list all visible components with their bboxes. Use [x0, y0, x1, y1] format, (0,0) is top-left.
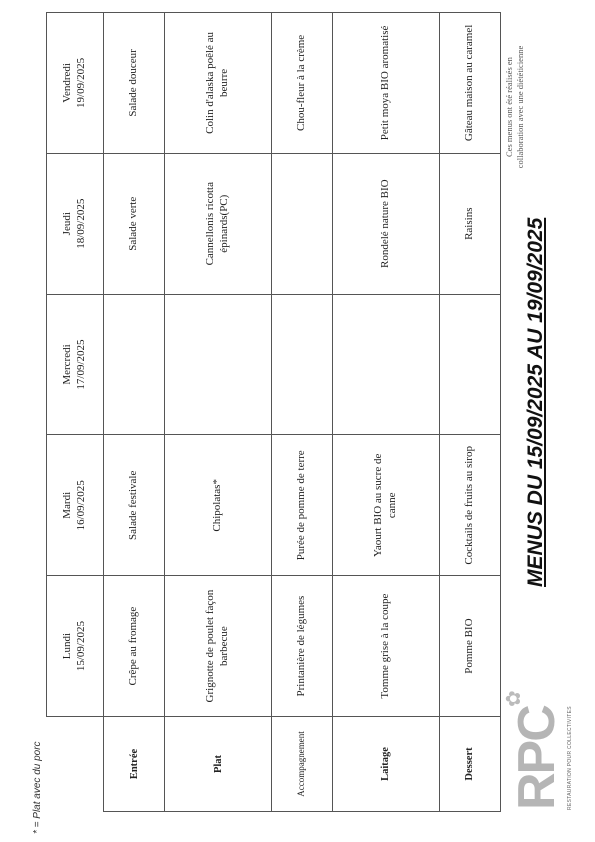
day-header-thursday: Jeudi 18/09/2025	[47, 153, 104, 294]
menu-cell: Cocktails de fruits au sirop	[439, 435, 500, 576]
logo-text: RPC	[508, 706, 566, 810]
row-label-accompagnement: Accompagnement	[271, 717, 332, 812]
menu-cell: Tomme grise à la coupe	[333, 576, 439, 717]
menu-cell: Salade festivale	[104, 435, 165, 576]
menu-cell: Salade verte	[104, 153, 165, 294]
menu-cell: Cannellonis ricotta épinards(PC)	[165, 153, 271, 294]
menu-table	[46, 12, 501, 812]
menu-cell: Purée de pomme de terre	[271, 435, 332, 576]
menu-cell: Chipolatas*	[165, 435, 271, 576]
day-header-tuesday: Mardi 16/09/2025	[47, 435, 104, 576]
row-accompagnement	[271, 13, 332, 812]
menu-cell	[333, 294, 439, 435]
menu-cell: Gâteau maison au caramel	[439, 13, 500, 154]
row-label-laitage: Laitage	[333, 717, 439, 812]
logo-tagline: RESTAURATION POUR COLLECTIVITES	[567, 706, 573, 810]
menu-cell: Colin d'alaska poêlé au beurre	[165, 13, 271, 154]
rpc-logo	[503, 662, 578, 812]
day-header-friday: Vendredi 19/09/2025	[47, 13, 104, 154]
row-entree	[104, 13, 165, 812]
menu-cell	[165, 294, 271, 435]
menu-cell: Yaourt BIO au sucre de canne	[333, 435, 439, 576]
row-dessert	[439, 13, 500, 812]
menu-cell: Crêpe au fromage	[104, 576, 165, 717]
menu-cell	[271, 153, 332, 294]
menu-cell: Raisins	[439, 153, 500, 294]
menu-cell: Grignotte de poulet façon barbecue	[165, 576, 271, 717]
row-label-entree: Entrée	[104, 717, 165, 812]
page-title: MENUS DU 15/09/2025 AU 19/09/2025	[524, 217, 547, 587]
menu-cell	[271, 294, 332, 435]
row-label-dessert: Dessert	[439, 717, 500, 812]
menu-cell: Printanière de légumes	[271, 576, 332, 717]
days-header-row	[47, 13, 104, 812]
corner-cell	[47, 717, 104, 812]
menu-cell: Pomme BIO	[439, 576, 500, 717]
menu-cell: Salade douceur	[104, 13, 165, 154]
day-header-monday: Lundi 15/09/2025	[47, 576, 104, 717]
dietitian-note: Ces menus ont été réalisés en collaboration avec une diététicienne	[504, 45, 526, 169]
logo-decoration-icon: ✿	[503, 690, 525, 707]
row-plat	[165, 13, 271, 812]
pork-footnote: * = Plat avec du porc	[32, 741, 43, 834]
menu-cell	[104, 294, 165, 435]
menu-cell	[439, 294, 500, 435]
menu-cell: Petit moya BIO aromatisé	[333, 13, 439, 154]
row-laitage	[333, 13, 439, 812]
row-label-plat: Plat	[165, 717, 271, 812]
day-header-wednesday: Mercredi 17/09/2025	[47, 294, 104, 435]
menu-cell: Rondelé nature BIO	[333, 153, 439, 294]
menu-cell: Chou-fleur à la crème	[271, 13, 332, 154]
